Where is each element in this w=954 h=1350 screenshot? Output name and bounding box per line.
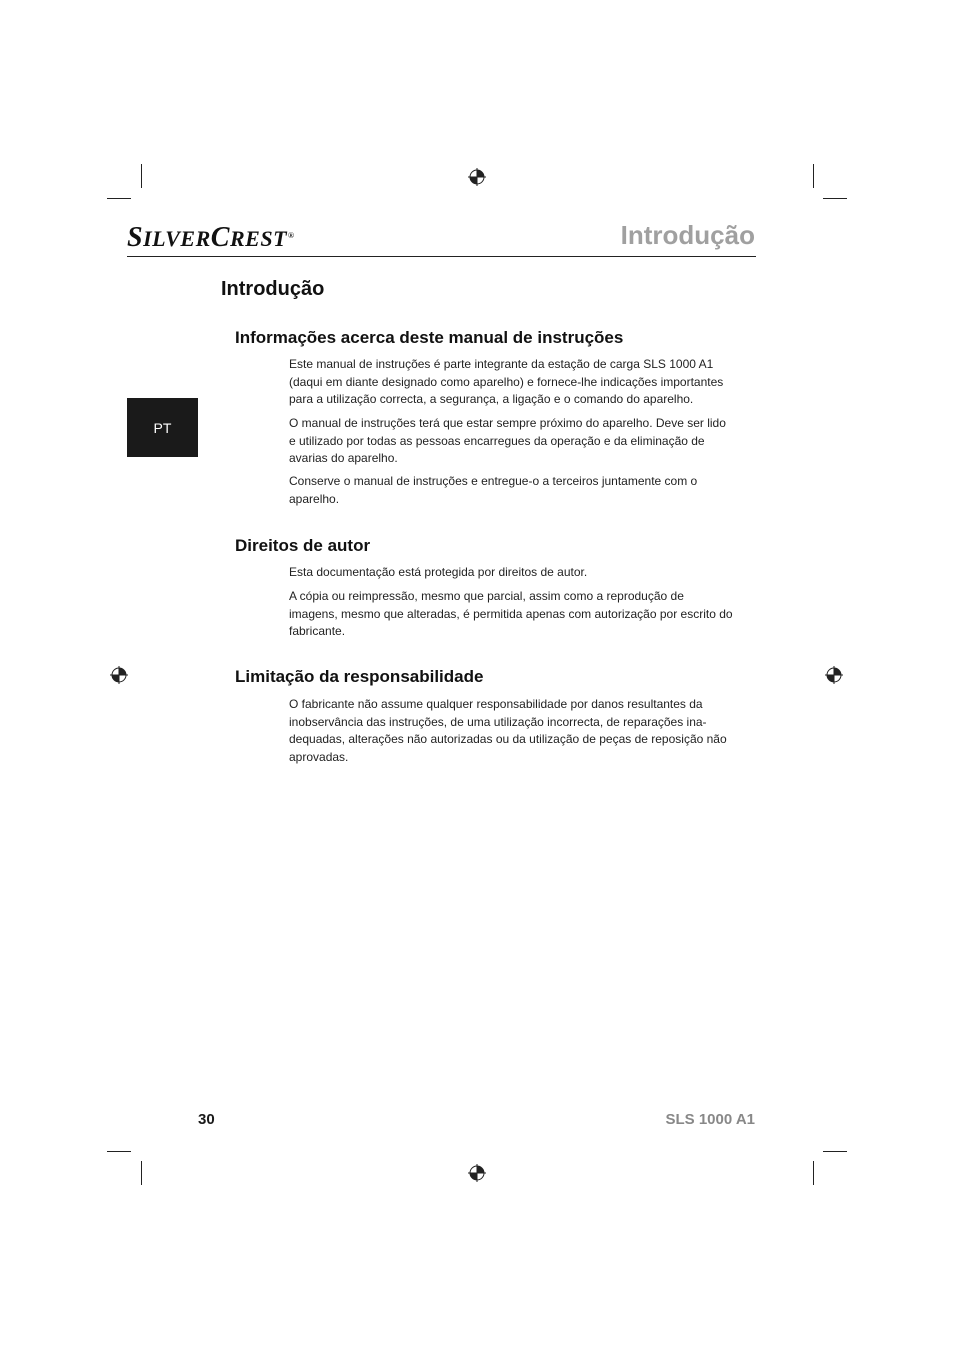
- crop-mark: [141, 1161, 142, 1185]
- page-number: 30: [198, 1111, 215, 1128]
- registration-target-icon: [825, 666, 843, 684]
- brand-logo-letter: S: [127, 222, 144, 253]
- page-heading: Introdução: [221, 278, 325, 300]
- crop-mark: [813, 164, 814, 188]
- header-divider: [127, 256, 756, 257]
- brand-logo: [127, 222, 295, 254]
- paragraph: Este manual de instruções é parte integrante da estação de carga SLS 1000 A1 (daqui em diante designado como aparelho) e fornece-lhe indicações importantes para a utilização correcta, a segurança, a ligação e o comando do aparelho.: [289, 357, 724, 406]
- paragraph: O manual de instruções terá que estar sempre próximo do aparelho. Deve ser lido e utilizado por todas as pessoas encarregues da operação e da eliminação de avarias do aparelho.: [289, 416, 726, 465]
- registration-target-icon: [110, 666, 128, 684]
- registration-target-icon: [468, 1164, 486, 1182]
- header-title: Introdução: [620, 220, 755, 250]
- registration-target-icon: [468, 168, 486, 186]
- paragraph: A cópia ou reimpressão, mesmo que parcial, assim como a reprodução de imagens, mesmo que alteradas, é permitida apenas com autorização por escrito do fabricante.: [289, 589, 733, 638]
- crop-mark: [141, 164, 142, 188]
- section-heading: Limitação da responsabilidade: [235, 667, 484, 686]
- paragraph: Conserve o manual de instruções e entregue-o a terceiros juntamente com o aparelho.: [289, 474, 698, 506]
- paragraph: Esta documentação está protegida por direitos de autor.: [289, 565, 588, 579]
- section-heading: Direitos de autor: [235, 536, 371, 555]
- crop-mark: [107, 1151, 131, 1152]
- model-number: SLS 1000 A1: [665, 1111, 755, 1128]
- language-tab: [127, 398, 198, 457]
- crop-mark: [813, 1161, 814, 1185]
- paragraph: O fabricante não assume qualquer responsabilidade por danos resultantes da inobservância das instruções, de uma utilização incorrecta, de reparações ina-dequadas, alterações não autorizadas ou da utilização de peças de reposição não aprovadas.: [289, 697, 727, 764]
- brand-logo-part: REST: [229, 226, 288, 251]
- crop-mark: [823, 198, 847, 199]
- brand-logo-part: ILVER: [143, 226, 211, 251]
- section-heading: Informações acerca deste manual de instruções: [235, 328, 624, 347]
- crop-mark: [107, 198, 131, 199]
- crop-mark: [823, 1151, 847, 1152]
- registered-mark: ®: [288, 230, 295, 240]
- brand-logo-letter: C: [210, 222, 230, 253]
- language-tab-label: PT: [153, 419, 172, 436]
